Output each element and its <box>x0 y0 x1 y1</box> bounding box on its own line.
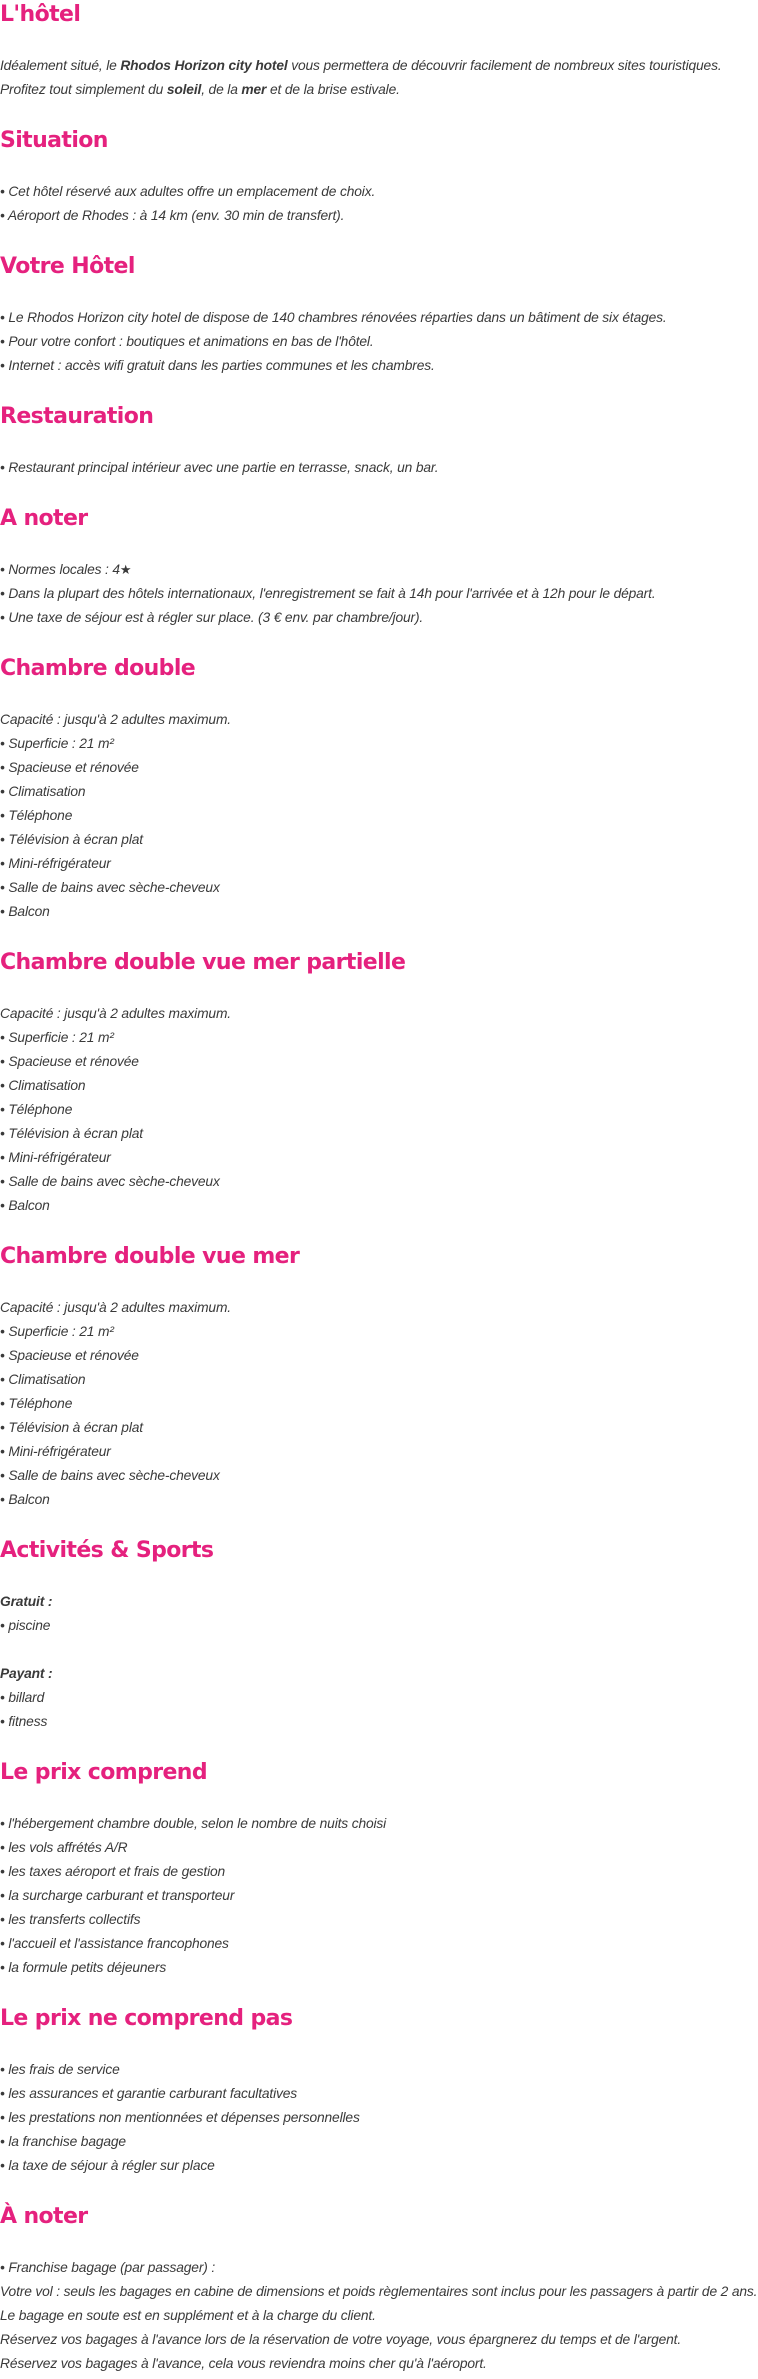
list-item: • fitness <box>0 1714 48 1729</box>
text: , de la <box>201 82 242 97</box>
list-item: • Superficie : 21 m² <box>0 736 114 751</box>
list-item: • Climatisation <box>0 1372 86 1387</box>
section-title-situation: Situation <box>0 128 108 153</box>
list-item: • Superficie : 21 m² <box>0 1324 114 1339</box>
note-text: Réservez vos bagages à l'avance, cela vous reviendra moins cher qu'à l'aéroport. <box>0 2356 487 2371</box>
list-item: • Balcon <box>0 1492 50 1507</box>
list-item: • Balcon <box>0 904 50 919</box>
list-item: • Franchise bagage (par passager) : <box>0 2260 216 2275</box>
section-title-restauration: Restauration <box>0 404 154 429</box>
emphasis: soleil <box>166 82 202 97</box>
list-item: • Salle de bains avec sèche-cheveux <box>0 1174 220 1189</box>
section-a-noter-2 <box>0 2202 758 2376</box>
section-title-room: Chambre double vue mer <box>0 1244 300 1269</box>
list-item: • Une taxe de séjour est à régler sur place. (3 € env. par chambre/jour). <box>0 610 424 625</box>
section-title-votre-hotel: Votre Hôtel <box>0 254 135 279</box>
text: vous permettera de découvrir facilement de nombreux sites touristiques. <box>287 58 722 73</box>
free-label: Gratuit : <box>0 1594 53 1609</box>
list-item: • Spacieuse et rénovée <box>0 760 139 775</box>
list-item: • Mini-réfrigérateur <box>0 856 111 871</box>
list-item: • Restaurant principal intérieur avec une partie en terrasse, snack, un bar. <box>0 460 439 475</box>
list-item: • Pour votre confort : boutiques et animations en bas de l'hôtel. <box>0 334 374 349</box>
list-item: • Spacieuse et rénovée <box>0 1348 139 1363</box>
section-situation <box>0 126 758 252</box>
section-prix-comprend <box>0 1758 758 2004</box>
list-item: • les transferts collectifs <box>0 1912 141 1927</box>
emphasis: mer <box>241 82 267 97</box>
text: Idéalement situé, le <box>0 58 121 73</box>
list-item: • Dans la plupart des hôtels internationaux, l'enregistrement se fait à 14h pour l'arrivée et à 12h pour le départ. <box>0 586 656 601</box>
list-item: • Climatisation <box>0 1078 86 1093</box>
list-item: • Téléphone <box>0 1396 73 1411</box>
note-text: Réservez vos bagages à l'avance lors de la réservation de votre voyage, vous épargnerez du temps et de l'argent. <box>0 2332 682 2347</box>
section-title-activites: Activités & Sports <box>0 1538 214 1563</box>
section-title-a-noter: A noter <box>0 506 88 531</box>
list-item: • Téléphone <box>0 808 73 823</box>
list-item: • la taxe de séjour à régler sur place <box>0 2158 215 2173</box>
list-item: • la franchise bagage <box>0 2134 126 2149</box>
section-room-double-vue-mer <box>0 1242 758 1536</box>
text: Profitez tout simplement du <box>0 82 167 97</box>
list-item: • billard <box>0 1690 45 1705</box>
list-item: • Mini-réfrigérateur <box>0 1444 111 1459</box>
list-item: • Superficie : 21 m² <box>0 1030 114 1045</box>
list-item: • les taxes aéroport et frais de gestion <box>0 1864 226 1879</box>
list-item: • Télévision à écran plat <box>0 1126 143 1141</box>
list-item: • les vols affrétés A/R <box>0 1840 128 1855</box>
list-item: • Mini-réfrigérateur <box>0 1150 111 1165</box>
section-room-double-vue-mer-partielle <box>0 948 758 1242</box>
list-item: • les assurances et garantie carburant facultatives <box>0 2086 298 2101</box>
list-item: • la surcharge carburant et transporteur <box>0 1888 235 1903</box>
list-item: • les prestations non mentionnées et dépenses personnelles <box>0 2110 360 2125</box>
hotel-paragraph-2 <box>0 78 758 102</box>
list-item: • Salle de bains avec sèche-cheveux <box>0 880 220 895</box>
room-capacity: Capacité : jusqu'à 2 adultes maximum. <box>0 1300 231 1315</box>
section-restauration <box>0 402 758 504</box>
section-prix-ne-comprend-pas <box>0 2004 758 2202</box>
list-item: • Télévision à écran plat <box>0 1420 143 1435</box>
section-votre-hotel <box>0 252 758 402</box>
list-item: • Téléphone <box>0 1102 73 1117</box>
section-title-prix-ne-comprend-pas: Le prix ne comprend pas <box>0 2006 293 2031</box>
list-item: • Salle de bains avec sèche-cheveux <box>0 1468 220 1483</box>
list-item: • Aéroport de Rhodes : à 14 km (env. 30 min de transfert). <box>0 208 345 223</box>
hotel-paragraph-1 <box>0 54 758 78</box>
list-item: • Balcon <box>0 1198 50 1213</box>
section-title-room: Chambre double <box>0 656 196 681</box>
section-activites <box>0 1536 758 1758</box>
text: et de la brise estivale. <box>266 82 400 97</box>
note-text: Votre vol : seuls les bagages en cabine de dimensions et poids règlementaires sont inclus pour les passagers à partir de 2 ans. <box>0 2284 758 2299</box>
list-item: • l'accueil et l'assistance francophones <box>0 1936 229 1951</box>
list-item: • Climatisation <box>0 784 86 799</box>
section-title-a-noter-2: À noter <box>0 2204 88 2229</box>
list-item: • Spacieuse et rénovée <box>0 1054 139 1069</box>
list-item: • Télévision à écran plat <box>0 832 143 847</box>
list-item-normes <box>0 558 758 582</box>
list-item: • Le Rhodos Horizon city hotel de dispose de 140 chambres rénovées réparties dans un bâtiment de six étages. <box>0 310 667 325</box>
list-item: • l'hébergement chambre double, selon le nombre de nuits choisi <box>0 1816 387 1831</box>
paid-label: Payant : <box>0 1666 53 1681</box>
section-title-room: Chambre double vue mer partielle <box>0 950 406 975</box>
section-room-double <box>0 654 758 948</box>
normes-text: • Normes locales : 4 <box>0 562 120 577</box>
list-item: • la formule petits déjeuners <box>0 1960 167 1975</box>
list-item: • les frais de service <box>0 2062 120 2077</box>
star-icon: ★ <box>119 562 132 577</box>
room-capacity: Capacité : jusqu'à 2 adultes maximum. <box>0 1006 231 1021</box>
section-title-hotel: L'hôtel <box>0 2 81 27</box>
section-title-prix-comprend: Le prix comprend <box>0 1760 207 1785</box>
hotel-name: Rhodos Horizon city hotel <box>120 58 288 73</box>
list-item: • piscine <box>0 1618 51 1633</box>
list-item: • Cet hôtel réservé aux adultes offre un emplacement de choix. <box>0 184 376 199</box>
room-capacity: Capacité : jusqu'à 2 adultes maximum. <box>0 712 231 727</box>
section-a-noter <box>0 504 758 654</box>
list-item: • Internet : accès wifi gratuit dans les parties communes et les chambres. <box>0 358 435 373</box>
section-hotel <box>0 0 758 126</box>
note-text: Le bagage en soute est en supplément et à la charge du client. <box>0 2308 376 2323</box>
